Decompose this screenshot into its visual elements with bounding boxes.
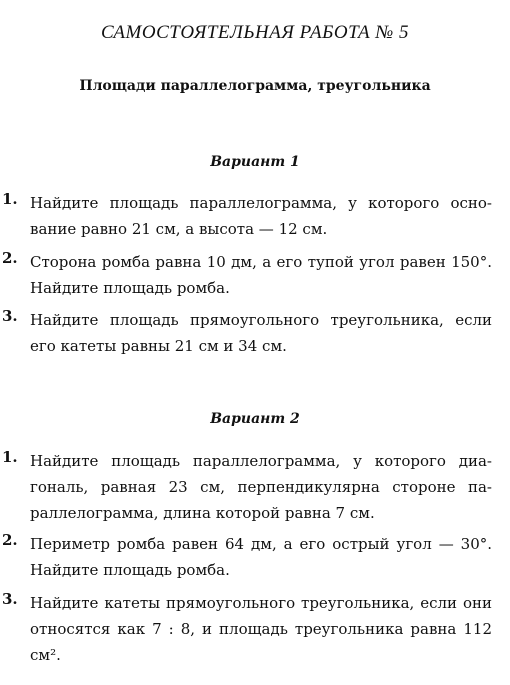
problem-text: Найдите площадь параллелограмма, у которого основание равно 21 см, а высота — 12 см.: [30, 194, 492, 238]
variant-2-heading: Вариант 2: [210, 411, 300, 427]
problem-text: Найдите площадь параллелограмма, у которого диагональ, равная 23 см, перпендикулярна стороне параллелограмма, длина которой равна 7 см.: [30, 452, 492, 522]
problem-text: Периметр ромба равен 64 дм, а его острый угол — 30°. Найдите площадь ромба.: [30, 535, 492, 579]
problem-number: 1.: [2, 190, 18, 208]
problem-text: Найдите катеты прямоугольного треугольника, если они относятся как 7 : 8, и площадь треугольника равна 112 см².: [30, 594, 492, 664]
page-subtitle: Площади параллелограмма, треугольника: [79, 78, 431, 94]
problem-text: Найдите площадь прямоугольного треугольника, если его катеты равны 21 см и 34 см.: [30, 311, 492, 355]
variant-1-heading: Вариант 1: [210, 154, 300, 170]
page-title: САМОСТОЯТЕЛЬНАЯ РАБОТА № 5: [100, 22, 409, 43]
problem-text: Сторона ромба равна 10 дм, а его тупой угол равен 150°. Найдите площадь ромба.: [30, 253, 492, 297]
problem-number: 3.: [2, 590, 18, 608]
problem-number: 2.: [2, 531, 18, 549]
problem-number: 2.: [2, 249, 18, 267]
problem-number: 1.: [2, 448, 18, 466]
problem-number: 3.: [2, 307, 18, 325]
